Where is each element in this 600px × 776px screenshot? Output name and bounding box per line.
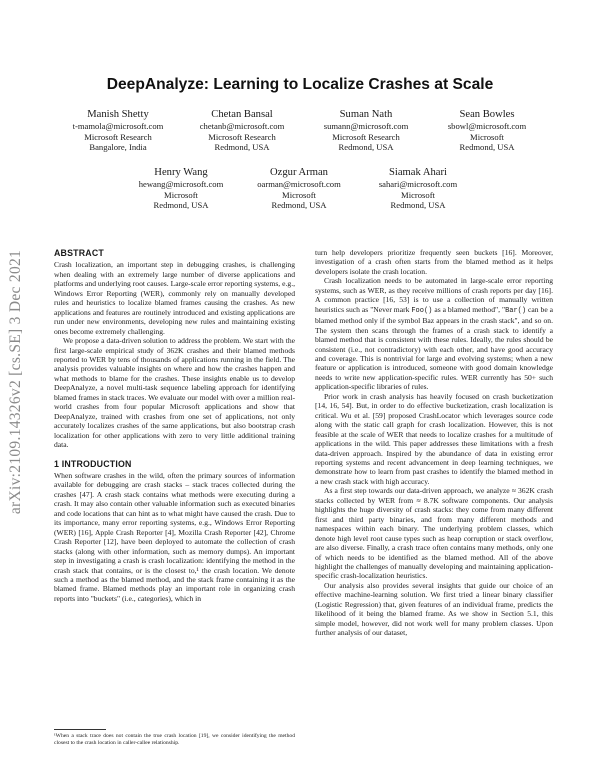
left-column <box>54 249 295 603</box>
footnote: ¹When a stack trace does not contain the true crash location [19], we consider identifying the method closest to the crash location in caller-callee relationship. <box>54 733 295 746</box>
paper-title: DeepAnalyze: Learning to Localize Crashes at Scale <box>106 76 494 93</box>
author-block <box>412 108 562 153</box>
author-affiliation: Microsoft Research <box>332 131 400 142</box>
abstract-heading: ABSTRACT <box>54 248 104 258</box>
abstract-paragraph: Crash localization, an important step in debugging crashes, is challenging when dealing with an extremely large number of diverse applications and platforms and underlying root causes. Large-scale error reporting systems, e.g., Windows Error Reporting (WER), commonly rely on manually developed rules and heuristics to localize blamed frames causing the crashes. As new applications and features are routinely introduced and existing applications are run under new environments, developing new rules and maintaining existing ones become extremely challenging. <box>54 260 295 336</box>
footnote-rule <box>54 729 106 730</box>
author-location: Bangalore, India <box>89 142 147 153</box>
body-paragraph: As a first step towards our data-driven approach, we analyze ≈ 362K crash stacks collected by WER from ≈ 8.7K software components. Our analysis highlights the huge diversity of crash stacks: they come from many different first and third party binaries, and from many different methods and namespaces within each binary. The underlying problem classes, which denote high level root cause types such as heap corruption or stack overflow, are also diverse. Finally, a crash trace often contains many methods, only one of which needs to be identified as the blamed method. All of the above highlight the challenges of manually developing and maintaining application-specific crash-localization heuristics. <box>315 486 553 581</box>
author-name: Siamak Ahari <box>389 167 447 178</box>
author-name: Henry Wang <box>154 167 208 178</box>
body-paragraph: Our analysis also provides several insights that guide our choice of an effective machine-learning solution. We first tried a linear binary classifier (Logistic Regression) that, given features of an individual frame, predicts the likelihood of it being the blamed frame. As we show in Section 5.1, this simple model, however, did not work well for many problem classes. Upon further analysis of our dataset, <box>315 580 553 638</box>
author-email[interactable]: sumann@microsoft.com <box>323 121 409 131</box>
arxiv-identifier: arXiv:2109.14326v2 [cs.SE] 3 Dec 2021 <box>7 249 24 515</box>
author-location: Redmond, USA <box>390 200 446 211</box>
text-run: Crash localization needs to be automated in large-scale error reporting systems, such as WER, as they receive millions of crash reports per day [16]. A common practice [16, 53] is to use a collection of manually written heuristics such as "Never mark <box>315 276 553 314</box>
author-location: Redmond, USA <box>153 200 209 211</box>
body-paragraph <box>315 276 553 391</box>
author-email[interactable]: oarman@microsoft.com <box>257 179 341 189</box>
author-location: Redmond, USA <box>338 142 394 153</box>
author-location: Redmond, USA <box>214 142 270 153</box>
introduction-paragraph: When software crashes in the wild, often the primary sources of information available for debugging are crash stacks – stack traces collected during the crashes [47]. A crash stack contains what methods were executing during a crash. It may also contain other valuable information such as executed binaries and code locations that can hint as to what might have caused the crash. Due to its importance, many error reporting systems, e.g., Windows Error Reporting (WER) [16], Apple Crash Reporter [4], Mozilla Crash Reporter [42], Chrome Crash Reporter [12], have been deployed to automate the collection of crash stacks (along with other information, such as memory dumps). An important step in investigating a crash is crash localization: identifying the method in the crash stack that contains, or is the closest to,¹ the crash location. We denote such a method as the blamed method, and the stack frame containing it as the blamed frame. Blamed methods play an important role in organizing crash reports into "buckets" (i.e., categories), which in <box>54 470 295 603</box>
author-affiliation: Microsoft <box>470 131 504 142</box>
author-location: Redmond, USA <box>271 200 327 211</box>
author-affiliation: Microsoft <box>164 189 198 200</box>
author-affiliation: Microsoft Research <box>208 131 276 142</box>
text-run: as a blamed method", " <box>432 304 506 314</box>
code-snippet: Bar() <box>505 306 527 315</box>
author-email[interactable]: chetanb@microsoft.com <box>199 121 285 131</box>
author-affiliation: Microsoft Research <box>84 131 152 142</box>
author-email[interactable]: hewang@microsoft.com <box>138 179 224 189</box>
body-paragraph: turn help developers prioritize frequently seen buckets [16]. Moreover, investigation of a crash often starts from the blamed method as it helps developers isolate the crash location. <box>315 248 553 276</box>
body-paragraph: Prior work in crash analysis has heavily focused on crash bucketization [14, 16, 54]. But, in order to do effective bucketization, crash localization is critical. Wu et al. [59] proposed CrashLocator which leverages source code along with the static call graph for crash localization. However, this is not feasible at the scale of WER that needs to localize crashes for a multitude of applications in the wild. This paper addresses these limitations with a fresh data-driven approach. Inspired by the abundance of data in existing error reporting systems and recent advancement in deep learning techniques, we demonstrate how to learn from past crashes to identify the blamed method in a new crash stack with high accuracy. <box>315 391 553 486</box>
author-email[interactable]: sahari@microsoft.com <box>378 179 458 189</box>
author-affiliation: Microsoft <box>282 189 316 200</box>
author-name: Manish Shetty <box>87 109 149 120</box>
author-email[interactable]: t-mamola@microsoft.com <box>72 121 164 131</box>
author-email[interactable]: sbowl@microsoft.com <box>447 121 527 131</box>
author-name: Suman Nath <box>339 109 393 120</box>
text-run: can be a blamed method only if the symbol Baz appears in the crash stack", and so on. The system then scans through the frames of a crash stack to identify a blamed method that is consistent with these rules. Ideally, the rules should be consistent (i.e., not contradictory) with each other, and have good accuracy and coverage. This is nontrivial for large and evolving systems; when a new feature or application is introduced, someone with good domain knowledge needs to write new application-specific rules. WER currently has 50+ such application-specific libraries of rules. <box>315 304 554 392</box>
arxiv-stamp <box>2 192 30 572</box>
abstract-paragraph: We propose a data-driven solution to address the problem. We start with the first large-scale empirical study of 362K crashes and their blamed methods reported to WER by tens of thousands of applications running in the field. The analysis provides valuable insights on where and how the crashes happen and what methods to blame for the crashes. These insights enable us to develop DeepAnalyze, a novel multi-task sequence labeling approach for identifying blamed frames in stack traces. We evaluate our model with over a million real-world crashes from four popular Microsoft applications and show that DeepAnalyze, trained with crashes from one set of applications, not only accurately localizes crashes of the same applications, but also bootstrap crash localization for other applications with zero to very little additional training data. <box>54 336 295 450</box>
author-location: Redmond, USA <box>459 142 515 153</box>
author-block <box>343 166 493 211</box>
author-name: Sean Bowles <box>459 109 515 120</box>
author-affiliation: Microsoft <box>401 189 435 200</box>
code-snippet: Foo() <box>411 306 433 315</box>
author-name: Chetan Bansal <box>211 109 273 120</box>
introduction-heading: 1 INTRODUCTION <box>54 458 132 469</box>
right-column <box>315 248 553 638</box>
author-name: Ozgur Arman <box>270 167 328 178</box>
